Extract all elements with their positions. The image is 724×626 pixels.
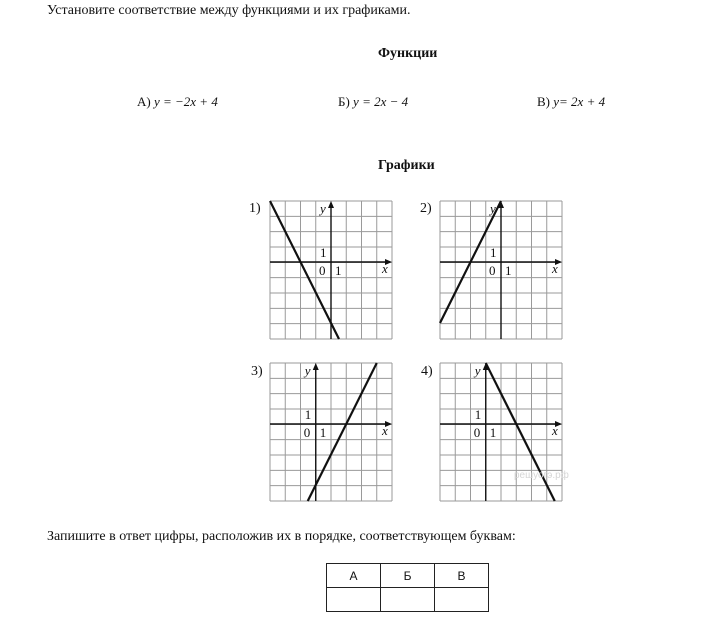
function-line — [270, 201, 339, 339]
function-c-letter: В) — [537, 94, 550, 109]
x-unit-label: 1 — [335, 263, 342, 278]
y-axis-label: y — [490, 201, 496, 216]
x-unit-label: 1 — [505, 263, 512, 278]
graph-2-label: 2) — [420, 201, 432, 216]
graphs-heading: Графики — [378, 158, 435, 173]
answer-header-b: Б — [381, 564, 435, 588]
answer-value-row — [327, 588, 489, 612]
y-unit-label: 1 — [490, 244, 497, 260]
function-a-letter: А) — [137, 94, 151, 109]
graph-4-label: 4) — [421, 364, 433, 379]
x-unit-label: 1 — [319, 425, 327, 440]
x-axis-label: x — [552, 261, 558, 276]
y-unit-label: 1 — [320, 244, 327, 260]
answer-header-a: А — [327, 564, 381, 588]
graph-3-label: 3) — [251, 364, 263, 379]
function-c-formula: y= 2x + 4 — [553, 94, 606, 109]
graph-1 — [270, 201, 392, 339]
graph-3 — [270, 363, 392, 501]
function-a-formula: y = −2x + 4 — [153, 94, 218, 109]
function-b-letter: Б) — [338, 94, 350, 109]
origin-label: 0 — [319, 263, 326, 278]
x-axis-label: x — [382, 423, 388, 438]
y-axis-arrow — [313, 363, 319, 370]
answer-instruction: Запишите в ответ цифры, расположив их в порядке, соответствующем буквам: — [47, 529, 516, 544]
answer-header-c: В — [435, 564, 489, 588]
y-unit-label: 1 — [304, 406, 312, 422]
y-axis-label: y — [320, 201, 326, 216]
functions-heading: Функции — [378, 46, 438, 61]
function-line — [308, 363, 377, 501]
origin-label: 0 — [473, 425, 481, 440]
x-axis-label: x — [382, 261, 388, 276]
function-a — [137, 94, 218, 110]
answer-cell-a[interactable] — [327, 588, 381, 612]
x-unit-label: 1 — [489, 425, 497, 440]
answer-cell-c[interactable] — [435, 588, 489, 612]
task-statement: Установите соответствие между функциями и их графиками. — [47, 3, 411, 18]
y-axis-label: y — [474, 363, 481, 378]
y-unit-label: 1 — [474, 406, 482, 422]
function-b — [338, 94, 408, 110]
function-c — [537, 94, 605, 110]
graph-1-label: 1) — [249, 201, 261, 216]
answer-cell-b[interactable] — [381, 588, 435, 612]
origin-label: 0 — [489, 263, 496, 278]
x-axis-label: x — [552, 423, 558, 438]
origin-label: 0 — [303, 425, 311, 440]
y-axis-arrow — [328, 201, 334, 208]
function-b-formula: y = 2x − 4 — [353, 94, 409, 109]
y-axis-label: y — [304, 363, 311, 378]
graph-2 — [440, 201, 562, 339]
answer-table — [326, 563, 489, 612]
watermark: решуогэ.рф — [514, 470, 569, 481]
answer-header-row — [327, 564, 489, 588]
